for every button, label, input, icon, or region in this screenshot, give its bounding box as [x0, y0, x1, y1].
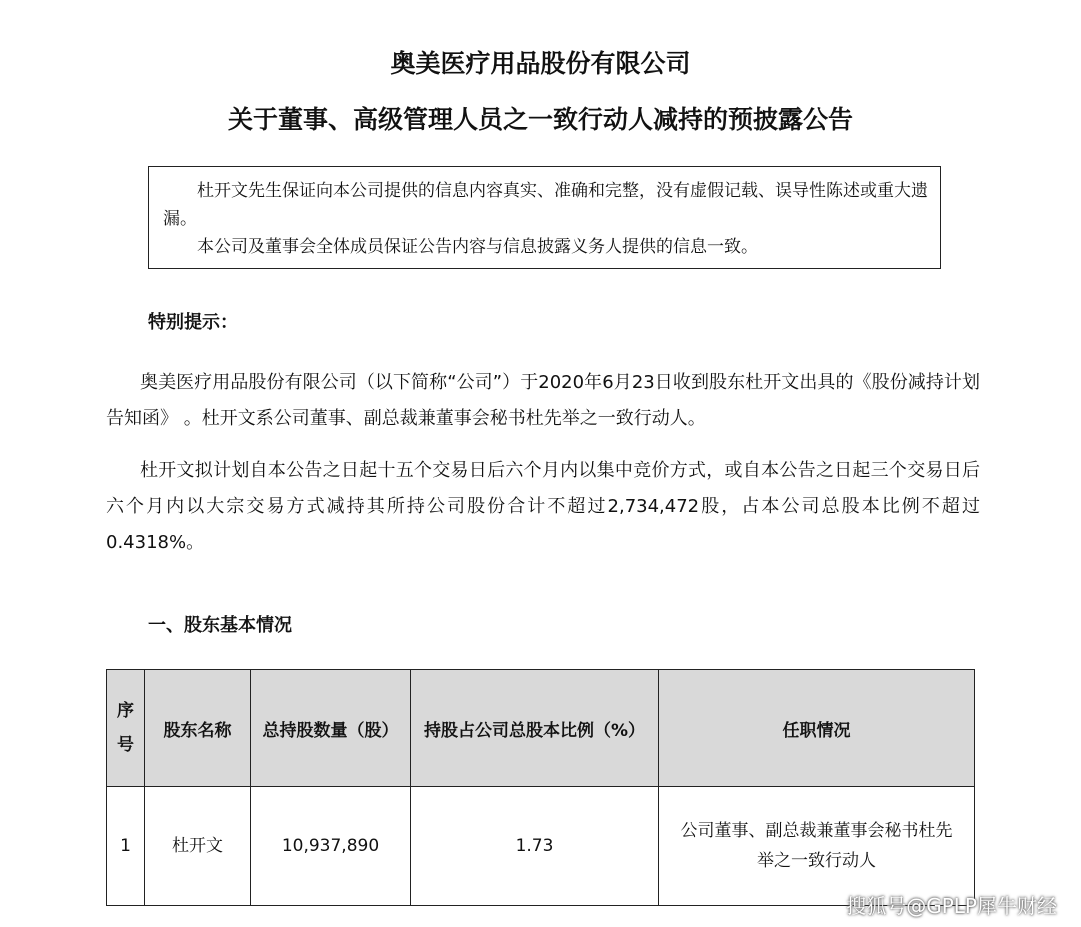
cell-ratio: 1.73 — [411, 787, 659, 906]
notice-line-2: 本公司及董事会全体成员保证公告内容与信息披露义务人提供的信息一致。 — [197, 237, 758, 257]
notice-line-1: 杜开文先生保证向本公司提供的信息内容真实、准确和完整，没有虚假记载、误导性陈述或重大遗漏。 — [163, 181, 928, 229]
document-title: 奥美医疗用品股份有限公司 — [390, 49, 691, 78]
paragraph-1 — [106, 365, 980, 437]
header-duty: 任职情况 — [659, 670, 975, 787]
cell-name: 杜开文 — [145, 787, 251, 906]
watermark: 搜狐号@GPLP犀牛财经 — [846, 894, 1057, 918]
header-shares: 总持股数量（股） — [251, 670, 411, 787]
paragraph-2-text: 杜开文拟计划自本公告之日起十五个交易日后六个月内以集中竞价方式，或自本公告之日起三个交易日后六个月内以大宗交易方式减持其所持公司股份合计不超过2,734,472股，占本公司总股本比例不超过0.4318%。 — [106, 460, 980, 553]
paragraph-1-text: 奥美医疗用品股份有限公司（以下简称“公司”）于2020年6月23日收到股东杜开文出具的《股份减持计划告知函》 。杜开文系公司董事、副总裁兼董事会秘书杜先举之一致行动人。 — [106, 372, 980, 429]
header-name: 股东名称 — [145, 670, 251, 787]
cell-shares: 10,937,890 — [251, 787, 411, 906]
paragraph-2 — [106, 453, 980, 561]
special-notice-heading: 特别提示： — [148, 312, 238, 333]
cell-no: 1 — [107, 787, 145, 906]
section-heading-shareholder-info: 一、股东基本情况 — [148, 615, 292, 636]
shareholder-table — [106, 669, 975, 906]
cell-duty: 公司董事、副总裁兼董事会秘书杜先举之一致行动人 — [659, 787, 975, 906]
guarantee-notice-box — [148, 166, 941, 269]
header-no: 序号 — [107, 670, 145, 787]
table-row — [107, 787, 975, 906]
header-ratio: 持股占公司总股本比例（%） — [411, 670, 659, 787]
announcement-title: 关于董事、高级管理人员之一致行动人减持的预披露公告 — [227, 105, 853, 134]
table-header-row — [107, 670, 975, 787]
